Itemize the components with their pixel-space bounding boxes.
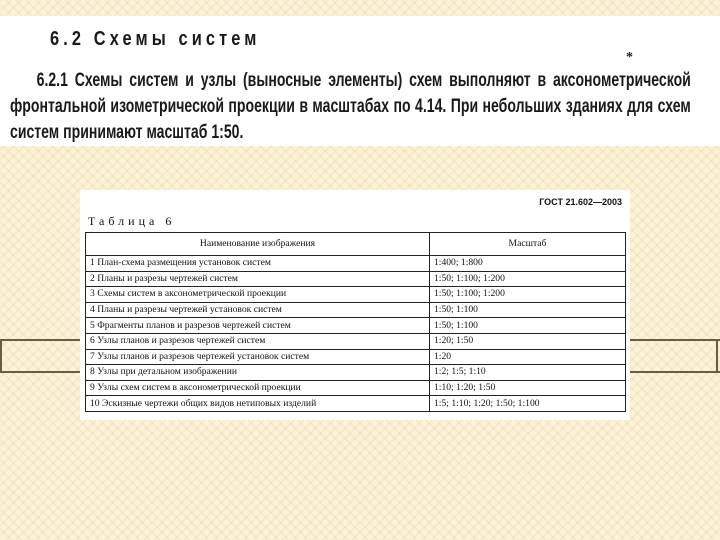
row-name: 5 Фрагменты планов и разрезов чертежей систем	[86, 318, 430, 334]
row-name: 4 Планы и разрезы чертежей установок систем	[86, 302, 430, 318]
row-name: 2 Планы и разрезы чертежей систем	[86, 271, 430, 287]
header-name: Наименование изображения	[86, 233, 430, 256]
row-name: 10 Эскизные чертежи общих видов нетиповых изделий	[86, 396, 430, 412]
text-excerpt	[0, 16, 720, 146]
row-name: 7 Узлы планов и разрезов чертежей установок систем	[86, 349, 430, 365]
table-row	[86, 380, 626, 396]
table-row	[86, 287, 626, 303]
band-left-edge	[0, 339, 2, 373]
margin-mark: *	[626, 50, 633, 65]
row-scale: 1:20	[430, 349, 626, 365]
table-row	[86, 302, 626, 318]
table-title: Таблица 6	[88, 214, 176, 228]
row-scale: 1:5; 1:10; 1:20; 1:50; 1:100	[430, 396, 626, 412]
row-name: 9 Узлы схем систем в аксонометрической проекции	[86, 380, 430, 396]
row-name: 6 Узлы планов и разрезов чертежей систем	[86, 333, 430, 349]
table-card	[80, 190, 630, 420]
row-scale: 1:50; 1:100; 1:200	[430, 287, 626, 303]
row-scale: 1:400; 1:800	[430, 256, 626, 272]
row-name: 8 Узлы при детальном изображении	[86, 365, 430, 381]
table-row	[86, 271, 626, 287]
table-row	[86, 365, 626, 381]
table-header-row	[86, 233, 626, 256]
row-scale: 1:10; 1:20; 1:50	[430, 380, 626, 396]
header-scale: Масштаб	[430, 233, 626, 256]
row-scale: 1:50; 1:100	[430, 302, 626, 318]
row-scale: 1:20; 1:50	[430, 333, 626, 349]
row-scale: 1:50; 1:100	[430, 318, 626, 334]
table-row	[86, 349, 626, 365]
table-row	[86, 318, 626, 334]
scale-table	[85, 232, 626, 412]
row-scale: 1:2; 1:5; 1:10	[430, 365, 626, 381]
paragraph: 6.2.1 Схемы систем и узлы (выносные элементы) схем выполняют в аксонометрической фронтальной изометрической проекции в масштабах по 4.14. При небольших зданиях для схем систем принимают масштаб 1:50.	[10, 70, 691, 143]
section-heading: 6.2 Схемы систем	[50, 28, 261, 50]
table-row	[86, 333, 626, 349]
table-row	[86, 396, 626, 412]
table-row	[86, 256, 626, 272]
row-scale: 1:50; 1:100; 1:200	[430, 271, 626, 287]
standard-label: ГОСТ 21.602—2003	[539, 197, 622, 207]
band-right-edge	[716, 339, 718, 373]
row-name: 1 План-схема размещения установок систем	[86, 256, 430, 272]
row-name: 3 Схемы систем в аксонометрической проекции	[86, 287, 430, 303]
